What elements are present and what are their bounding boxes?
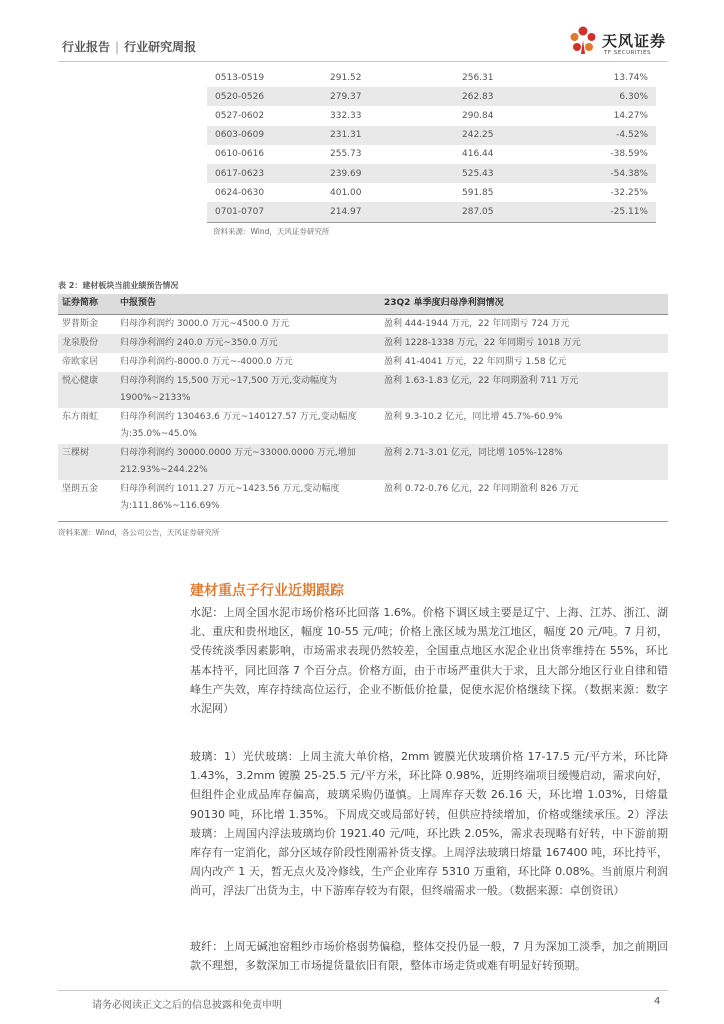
- value-a-cell: 255.73: [330, 149, 362, 160]
- forecast-cell: 归母净利润约 240.0 万元~350.0 万元: [116, 334, 380, 353]
- company-name-cell: 帝欧家居: [62, 356, 99, 367]
- header-name: 证券简称: [58, 294, 116, 314]
- change-cell: 14.27%: [613, 110, 648, 121]
- table-row: [58, 314, 668, 334]
- weekly-data-table: [207, 68, 656, 222]
- table2-source: 资料来源：Wind，各公司公告，天风证券研究所: [58, 528, 220, 537]
- table-row: [207, 68, 656, 87]
- brand-logo: [568, 24, 668, 64]
- cement-body: 上周全国水泥市场价格环比回落 1.6%。价格下调区域主要是辽宁、上海、江苏、浙江、湖北、重庆和贵州地区，幅度 10-55 元/吨；价格上涨区域为黑龙江地区，幅度 20 元/吨。7 月初，受传统淡季因素影响，市场需求表现仍然较差，全国重点地区水泥企业出货率维持在 55%，环比基本持平，同比回落 7 个百分点。价格方面，由于市场严重供大于求，且大部分地区行业自律和错峰生产失效，库存持续高位运行，企业不断低价抢量，促使水泥价格继续下探。（数据来源：数字水泥网）: [190, 606, 668, 716]
- value-a-cell: 239.69: [302, 164, 417, 183]
- value-a-cell: 214.97: [302, 202, 417, 221]
- change-cell: -54.38%: [542, 164, 656, 183]
- table-row: [207, 202, 656, 221]
- forecast-cell: 归母净利润约-8000.0 万元~-4000.0 万元: [120, 356, 293, 367]
- footer-disclaimer: 请务必阅读正文之后的信息披露和免责申明: [92, 1000, 282, 1011]
- value-b-cell: 290.84: [462, 110, 494, 121]
- brand-logo-icon: [568, 24, 598, 60]
- table2-bottom-rule: [58, 521, 668, 522]
- brand-name: 天风证券: [602, 32, 667, 50]
- period-cell: 0513-0519: [215, 72, 265, 83]
- q2-profit-cell: 盈利 0.72-0.76 亿元，22 年同期盈利 826 万元: [384, 483, 579, 494]
- value-a-cell: 291.52: [330, 72, 362, 83]
- company-name-cell: 罗普斯金: [62, 318, 99, 329]
- fiber-label: 玻纤：: [190, 940, 224, 953]
- brand-sub: TF SECURITIES: [604, 50, 651, 56]
- change-cell: -32.25%: [610, 187, 648, 198]
- earnings-forecast-table: [58, 294, 668, 516]
- forecast-cell: 归母净利润约 15,500 万元~17,500 万元,变动幅度为1900%~2133%: [116, 372, 380, 408]
- cement-label: 水泥：: [190, 606, 224, 619]
- table-row: [207, 183, 656, 202]
- table2-caption: 表 2：建材板块当前业绩预告情况: [58, 281, 179, 290]
- table-row: [207, 106, 656, 125]
- weekly-table-bottom-rule: [207, 222, 656, 223]
- value-a-cell: 231.31: [302, 126, 417, 145]
- forecast-cell: 归母净利润约 130463.6 万元~140127.57 万元,变动幅度为:35.0%~45.0%: [120, 411, 357, 439]
- table-row: [207, 87, 656, 106]
- table-row: [58, 334, 668, 353]
- period-cell: 0624-0630: [215, 187, 265, 198]
- table-row: [58, 408, 668, 444]
- value-b-cell: 287.05: [417, 202, 542, 221]
- header-q2: 23Q2 单季度归母净利润情况: [380, 294, 668, 314]
- forecast-cell: 归母净利润约 30000.0000 万元~33000.0000 万元,增加 212.93%~244.22%: [116, 444, 380, 480]
- company-name-cell: 悦心健康: [58, 372, 116, 408]
- header-forecast: 中报预告: [116, 294, 380, 314]
- change-cell: 6.30%: [542, 87, 656, 106]
- table-row: [207, 164, 656, 183]
- fiber-paragraph: [190, 937, 668, 975]
- header-divider: [58, 61, 668, 62]
- report-header: 行业报告 | 行业研究周报: [62, 40, 197, 54]
- value-b-cell: 262.83: [417, 87, 542, 106]
- value-b-cell: 256.31: [462, 72, 494, 83]
- change-cell: -4.52%: [542, 126, 656, 145]
- period-cell: 0527-0602: [215, 110, 265, 121]
- value-a-cell: 332.33: [330, 110, 362, 121]
- value-a-cell: 401.00: [330, 187, 362, 198]
- q2-profit-cell: 盈利 41-4041 万元，22 年同期亏 1.58 亿元: [384, 356, 567, 367]
- period-cell: 0610-0616: [215, 149, 265, 160]
- glass-paragraph: [190, 747, 668, 901]
- page-number: 4: [654, 996, 661, 1007]
- period-cell: 0617-0623: [207, 164, 302, 183]
- table-row: [58, 444, 668, 480]
- company-name-cell: 坚朗五金: [62, 483, 99, 494]
- period-cell: 0603-0609: [207, 126, 302, 145]
- change-cell: 13.74%: [613, 72, 648, 83]
- report-subtype: 行业研究周报: [124, 40, 197, 54]
- value-b-cell: 525.43: [417, 164, 542, 183]
- period-cell: 0701-0707: [207, 202, 302, 221]
- change-cell: -25.11%: [542, 202, 656, 221]
- period-cell: 0520-0526: [207, 87, 302, 106]
- table-row: [207, 145, 656, 164]
- value-b-cell: 416.44: [462, 149, 494, 160]
- table-row: [58, 372, 668, 408]
- q2-profit-cell: 盈利 2.71-3.01 亿元，同比增 105%-128%: [380, 444, 668, 480]
- forecast-cell: 归母净利润约 3000.0 万元~4500.0 万元: [120, 318, 290, 329]
- glass-body: 1）光伏玻璃：上周主流大单价格，2mm 镀膜光伏玻璃价格 17-17.5 元/平方米，环比降 1.43%，3.2mm 镀膜 25-25.5 元/平方米，环比降 0.98%，近期终端项目缓慢启动，需求向好，但组件企业成品库存偏高，玻璃采购仍谨慎。上周库存天数 26.16 天，环比增 1.03%，日熔量 90130 吨，环比增 1.35%。下周成交或局部好转，但供应持续增加，价格或继续承压。2）浮法玻璃：上周国内浮法玻璃均价 1921.40 元/吨，环比跌 2.05%，需求表现略有好转，中下游前期库存有一定消化，部分区域存阶段性刚需补货支撑。上周浮法玻璃日熔量 167400 吨，环比持平，周内改产 1 天，暂无点火及冷修线，生产企业库存 5310 万重箱，环比降 0.08%。当前原片利润尚可，浮法厂出货为主，中下游库存较为有限，但终端需求一般。（数据来源：卓创资讯）: [190, 750, 668, 898]
- q2-profit-cell: 盈利 444-1944 万元，22 年同期亏 724 万元: [384, 318, 570, 329]
- value-b-cell: 591.85: [462, 187, 494, 198]
- company-name-cell: 三棵树: [58, 444, 116, 480]
- company-name-cell: 龙泉股份: [58, 334, 116, 353]
- q2-profit-cell: 盈利 1228-1338 万元，22 年同期亏 1018 万元: [380, 334, 668, 353]
- weekly-table-source: 资料来源：Wind，天风证券研究所: [213, 227, 330, 236]
- glass-label: 玻璃：: [190, 750, 224, 763]
- report-type: 行业报告: [62, 40, 111, 54]
- forecast-cell: 归母净利润约 1011.27 万元~1423.56 万元,变动幅度为:111.86%~116.69%: [120, 483, 340, 511]
- q2-profit-cell: 盈利 1.63-1.83 亿元，22 年同期盈利 711 万元: [380, 372, 668, 408]
- change-cell: -38.59%: [610, 149, 648, 160]
- cement-paragraph: [190, 603, 668, 718]
- company-name-cell: 东方雨虹: [62, 411, 99, 422]
- footer-divider: [58, 990, 668, 991]
- value-a-cell: 279.37: [302, 87, 417, 106]
- section-title: 建材重点子行业近期跟踪: [190, 583, 344, 599]
- q2-profit-cell: 盈利 9.3-10.2 亿元，同比增 45.7%-60.9%: [384, 411, 563, 422]
- table-row: [58, 353, 668, 372]
- fiber-body: 上周无碱池窑粗纱市场价格弱势偏稳，整体交投仍显一般，7 月为深加工淡季，加之前期回款不理想，多数深加工市场提货量依旧有限，整体市场走货或难有明显好转预期。: [190, 940, 669, 973]
- table-row: [207, 126, 656, 145]
- table-row: [58, 480, 668, 516]
- value-b-cell: 242.25: [417, 126, 542, 145]
- table-header-row: [58, 294, 668, 314]
